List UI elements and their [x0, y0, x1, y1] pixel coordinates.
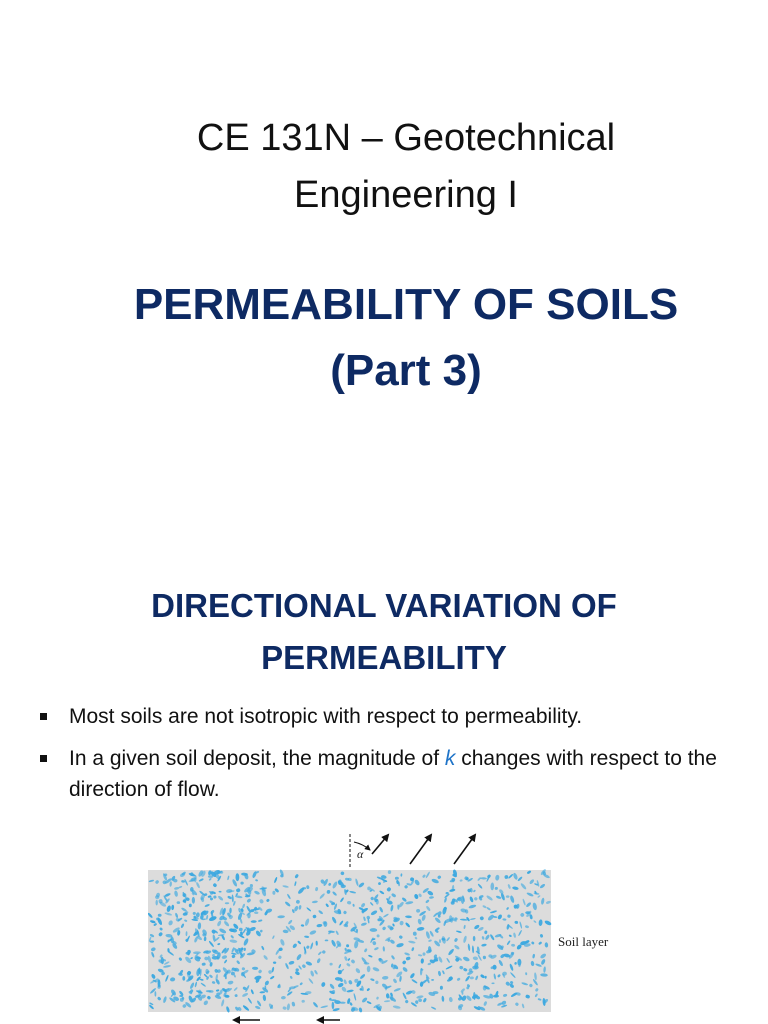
soil-grain [390, 995, 393, 1001]
content-slide [0, 545, 768, 1024]
soil-grain [182, 976, 185, 981]
square-bullet-icon [40, 755, 47, 762]
bullet-text-after: changes with respect to the direction of flow. [69, 747, 717, 801]
soil-layer-figure [148, 830, 668, 1024]
soil-layer-label: Soil layer [558, 934, 609, 949]
lecture-title [0, 272, 768, 404]
lecture-title-line: PERMEABILITY OF SOILS [133, 280, 679, 329]
soil-layer-diagram [148, 830, 668, 1024]
lecture-title-line: (Part 3) [330, 346, 482, 395]
flow-direction-arrow [454, 835, 475, 864]
bullet-text-before: In a given soil deposit, the magnitude of [69, 747, 445, 770]
soil-grain [158, 979, 161, 987]
section-heading-line: PERMEABILITY [261, 639, 507, 676]
bullet-item [40, 743, 740, 805]
course-title [0, 110, 768, 224]
soil-grain [189, 904, 192, 908]
flow-direction-arrow [372, 835, 388, 854]
permeability-k-symbol: k [444, 747, 456, 770]
course-title-line: CE 131N – Geotechnical [196, 117, 616, 159]
soil-grain [440, 986, 443, 990]
course-title-line: Engineering I [294, 174, 518, 216]
square-bullet-icon [40, 713, 47, 720]
section-heading-line: DIRECTIONAL VARIATION OF [151, 587, 617, 624]
bullet-text: Most soils are not isotropic with respect to permeability. [69, 705, 583, 728]
alpha-angle-label: α [357, 847, 364, 861]
bullet-item [40, 701, 740, 732]
flow-direction-arrow [410, 835, 431, 864]
bullet-list [40, 701, 740, 816]
section-heading [0, 580, 768, 684]
